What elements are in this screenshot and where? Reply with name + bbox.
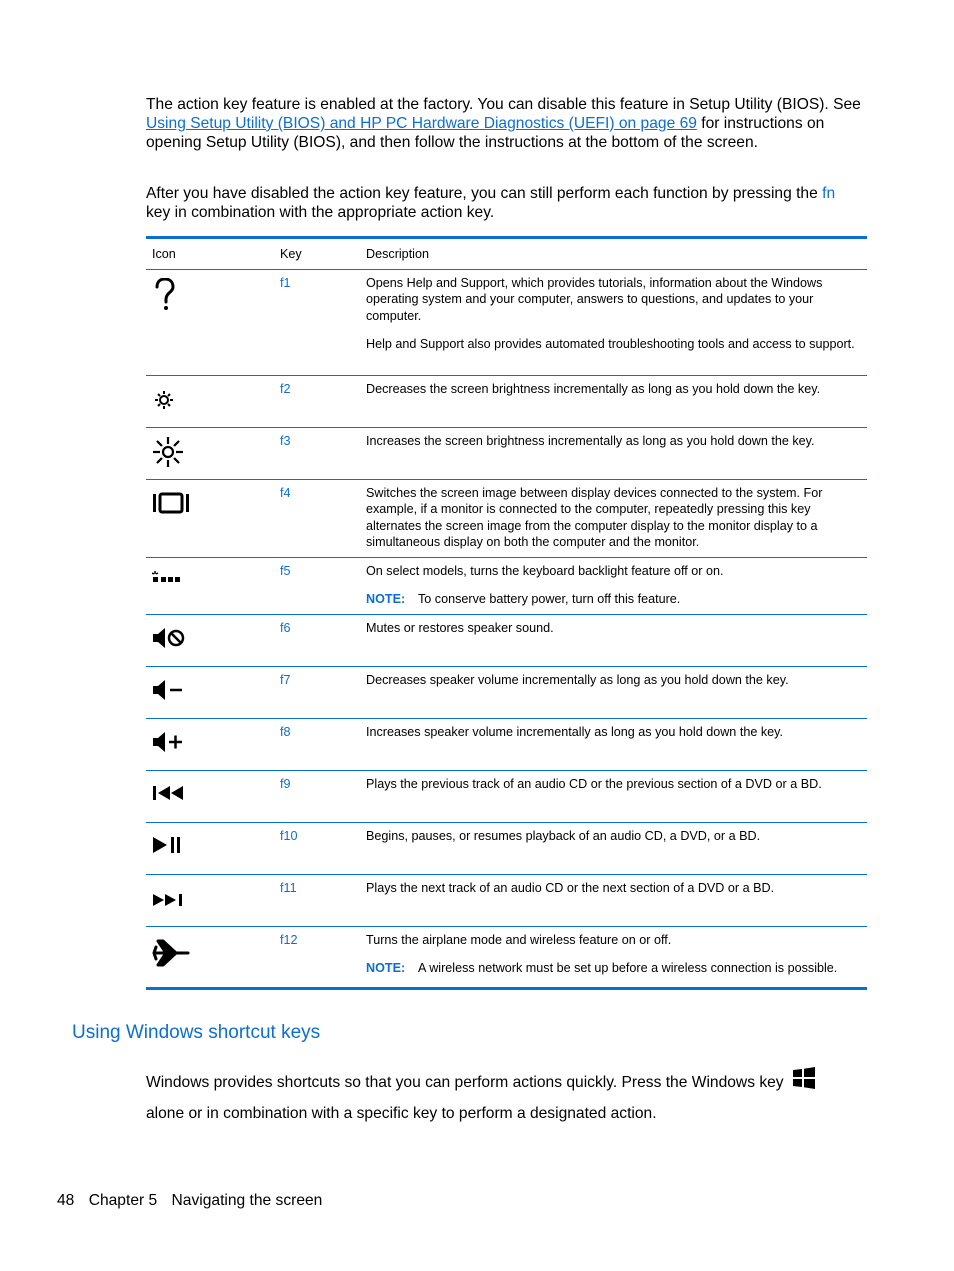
windows-shortcut-paragraph: [146, 1066, 846, 1128]
description-text: Begins, pauses, or resumes playback of an audio CD, a DVD, or a BD.: [366, 829, 761, 843]
paragraph-text: Windows provides shortcuts so that you can perform actions quickly. Press the Windows key: [146, 1074, 784, 1092]
description-text: Plays the next track of an audio CD or the next section of a DVD or a BD.: [366, 881, 775, 895]
chapter-label: Chapter 5: [88, 1192, 158, 1209]
play-pause-icon: [146, 823, 280, 854]
page-footer: [57, 1192, 332, 1210]
note-label: NOTE:: [366, 592, 406, 607]
table-header: [146, 239, 867, 270]
brightness-up-icon: [146, 428, 280, 468]
description-cell: [366, 270, 867, 352]
table-row: [146, 558, 867, 615]
description-cell: [366, 823, 867, 844]
note: [366, 960, 863, 976]
volume-down-icon: [146, 667, 280, 701]
intro-text: After you have disabled the action key feature, you can still perform each function by pressing the: [146, 185, 823, 202]
intro-text: The action key feature is enabled at the factory. You can disable this feature in Setup Utility (BIOS). See: [146, 96, 861, 113]
description-cell: [366, 558, 867, 608]
table-row: [146, 428, 867, 480]
intro-text: key in combination with the appropriate action key.: [146, 204, 495, 221]
volume-up-icon: [146, 719, 280, 753]
key-cell: f12: [280, 933, 298, 947]
description-text: Help and Support also provides automated troubleshooting tools and access to support.: [366, 336, 855, 351]
section-heading: Using Windows shortcut keys: [72, 1022, 321, 1043]
keyboard-backlight-icon: [146, 558, 280, 584]
key-cell: f10: [280, 829, 298, 843]
key-cell: f5: [280, 564, 291, 578]
header-description: Description: [366, 246, 429, 261]
table-row: [146, 875, 867, 927]
page-number: 48: [57, 1192, 75, 1209]
key-cell: f6: [280, 621, 291, 635]
help-question-icon: [146, 270, 280, 312]
previous-track-icon: [146, 771, 280, 801]
table-row: [146, 376, 867, 428]
description-cell: [366, 480, 867, 550]
action-key-table: [146, 236, 867, 990]
table-row: [146, 771, 867, 823]
windows-logo-icon: [792, 1066, 816, 1100]
chapter-title: Navigating the screen: [171, 1192, 323, 1209]
bios-page-link[interactable]: Using Setup Utility (BIOS) and HP PC Hardware Diagnostics (UEFI) on page 69: [146, 115, 697, 132]
switch-display-icon: [146, 480, 280, 514]
brightness-down-icon: [146, 376, 280, 412]
description-cell: [366, 875, 867, 896]
key-cell: f11: [280, 881, 297, 895]
key-cell: f4: [280, 486, 291, 500]
description-cell: [366, 771, 867, 792]
description-cell: [366, 719, 867, 740]
description-text: Decreases the screen brightness incrementally as long as you hold down the key.: [366, 382, 821, 396]
fn-key-label: fn: [822, 185, 836, 202]
speaker-mute-icon: [146, 615, 280, 649]
header-icon: Icon: [152, 246, 176, 261]
intro-paragraph-2: [146, 184, 861, 222]
description-cell: [366, 667, 867, 688]
intro-text: for instructions on opening Setup Utility (BIOS), and then follow the instructions at the bottom of the screen.: [146, 115, 825, 151]
note-text: A wireless network must be set up before a wireless connection is possible.: [418, 961, 838, 976]
key-cell: f1: [280, 276, 291, 290]
paragraph-text: alone or in combination with a specific key to perform a designated action.: [146, 1105, 657, 1122]
key-cell: f8: [280, 725, 291, 739]
description-text: Switches the screen image between display devices connected to the system. For example, if a monitor is connected to the computer, repeatedly pressing this key alternates the screen image from the computer display to the monitor display to a simultaneous display on both the computer and the monitor.: [366, 486, 823, 549]
table-row: [146, 719, 867, 771]
note-text: To conserve battery power, turn off this feature.: [418, 592, 681, 607]
table-row: [146, 667, 867, 719]
airplane-mode-icon: [146, 927, 280, 969]
table-row: [146, 927, 867, 987]
note: [366, 591, 863, 607]
description-text: Turns the airplane mode and wireless feature on or off.: [366, 933, 672, 947]
description-text: Increases speaker volume incrementally as long as you hold down the key.: [366, 725, 783, 739]
key-cell: f9: [280, 777, 291, 791]
table-row: [146, 480, 867, 558]
key-cell: f3: [280, 434, 291, 448]
intro-paragraph-1: [146, 95, 861, 152]
description-cell: [366, 428, 867, 449]
next-track-icon: [146, 875, 280, 907]
description-text: Mutes or restores speaker sound.: [366, 621, 554, 635]
description-text: Decreases speaker volume incrementally as long as you hold down the key.: [366, 673, 789, 687]
key-cell: f7: [280, 673, 291, 687]
description-cell: [366, 376, 867, 397]
description-text: Increases the screen brightness incrementally as long as you hold down the key.: [366, 434, 815, 448]
header-key: Key: [280, 246, 302, 261]
description-text: On select models, turns the keyboard backlight feature off or on.: [366, 564, 724, 578]
key-cell: f2: [280, 382, 291, 396]
description-text: Opens Help and Support, which provides tutorials, information about the Windows operating system and your computer, answers to questions, and updates to your computer.: [366, 276, 823, 323]
table-row: [146, 270, 867, 376]
table-row: [146, 615, 867, 667]
description-cell: [366, 615, 867, 636]
description-text: Plays the previous track of an audio CD or the previous section of a DVD or a BD.: [366, 777, 822, 791]
description-cell: [366, 927, 867, 977]
table-row: [146, 823, 867, 875]
note-label: NOTE:: [366, 961, 406, 976]
